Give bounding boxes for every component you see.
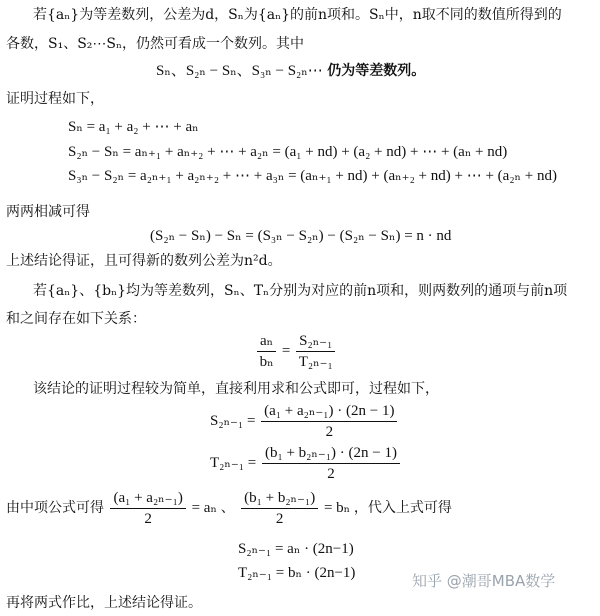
ratio-lhs-denominator: bₙ (259, 354, 274, 370)
highlight-text: 仍为等差数列。 (327, 63, 426, 79)
ratio-lhs-fraction (257, 332, 276, 371)
proof-heading: 证明过程如下， (6, 91, 104, 107)
s-formula-fraction (261, 402, 397, 441)
s-formula (210, 402, 399, 441)
t-formula-fraction (262, 444, 400, 483)
ratio-rhs-fraction (296, 332, 335, 371)
mid-b-rhs: = bₙ (323, 499, 351, 516)
s-formula-denominator: 2 (325, 424, 334, 440)
highlight-expression: Sₙ、S₂ₙ − Sₙ、S₃ₙ − S₂ₙ⋯ (156, 63, 323, 79)
middle-suffix: ，代入上式可得 (353, 499, 452, 516)
middle-prefix: 由中项公式可得 (6, 499, 104, 516)
equation-2: S₂ₙ − Sₙ = aₙ₊₁ + aₙ₊₂ + ⋯ + a₂ₙ = (a₁ + nd) + (a₂ + nd) + ⋯ + (aₙ + nd) (68, 144, 508, 160)
highlight-line (156, 62, 425, 80)
ratio-rhs-denominator: T₂ₙ₋₁ (298, 354, 333, 370)
final-text: 再将两式作比，上述结论得证。 (6, 595, 202, 611)
proof-note: 该结论的证明过程较为简单，直接利用求和公式即可，过程如下， (33, 381, 439, 397)
equation-t: T₂ₙ₋₁ = bₙ · (2n−1) (238, 565, 356, 581)
equation-4: (S₂ₙ − Sₙ) − Sₙ = (S₃ₙ − S₂ₙ) − (S₂ₙ − Sₙ) = n · nd (150, 228, 452, 244)
t-formula (210, 444, 402, 483)
second-line-1: 若{aₙ}、{bₙ}均为等差数列，Sₙ、Tₙ分别为对应的前n项和，则两数列的通项与前n项 (33, 283, 568, 299)
t-formula-lhs: T₂ₙ₋₁ = (210, 454, 257, 471)
mid-a-fraction (110, 489, 185, 528)
ratio-lhs-numerator: aₙ (257, 332, 276, 352)
ratio-rhs-numerator: S₂ₙ₋₁ (296, 332, 335, 352)
t-formula-numerator: (b₁ + b₂ₙ₋₁) · (2n − 1) (262, 444, 400, 464)
mid-a-rhs: = aₙ (191, 499, 217, 516)
middle-term-line (6, 489, 452, 528)
intro-line-2: 各数，S₁、S₂⋯Sₙ，仍然可看成一个数列。其中 (6, 36, 305, 52)
mid-b-numerator: (b₁ + b₂ₙ₋₁) (241, 489, 318, 509)
equation-1: Sₙ = a₁ + a₂ + ⋯ + aₙ (68, 119, 199, 135)
ratio-equals: = (281, 342, 291, 359)
intro-line-1: 若{aₙ}为等差数列，公差为d，Sₙ为{aₙ}的前n项和。Sₙ中，n取不同的数值所得到的 (33, 7, 562, 23)
mid-a-numerator: (a₁ + a₂ₙ₋₁) (110, 489, 185, 509)
equation-3: S₃ₙ − S₂ₙ = a₂ₙ₊₁ + a₂ₙ₊₂ + ⋯ + a₃ₙ = (aₙ₊₁ + nd) + (aₙ₊₂ + nd) + ⋯ + (a₂ₙ + nd) (68, 168, 557, 184)
s-formula-numerator: (a₁ + a₂ₙ₋₁) · (2n − 1) (261, 402, 397, 422)
ratio-formula (255, 332, 337, 371)
mid-b-fraction (241, 489, 318, 528)
subtract-text: 两两相减可得 (6, 204, 90, 220)
mid-a-denominator: 2 (144, 511, 152, 527)
mid-a-formula (108, 490, 220, 527)
conclusion-text: 上述结论得证，且可得新的数列公差为n²d。 (6, 253, 282, 269)
watermark-text: 知乎 @潮哥MBA数学 (412, 572, 556, 590)
mid-separator: 、 (220, 499, 235, 516)
mid-b-denominator: 2 (275, 511, 284, 527)
s-formula-lhs: S₂ₙ₋₁ = (210, 412, 256, 429)
equation-s: S₂ₙ₋₁ = aₙ · (2n−1) (238, 541, 354, 557)
mid-b-formula (239, 490, 354, 527)
t-formula-denominator: 2 (327, 466, 335, 482)
second-line-2: 和之间存在如下关系： (6, 311, 146, 327)
